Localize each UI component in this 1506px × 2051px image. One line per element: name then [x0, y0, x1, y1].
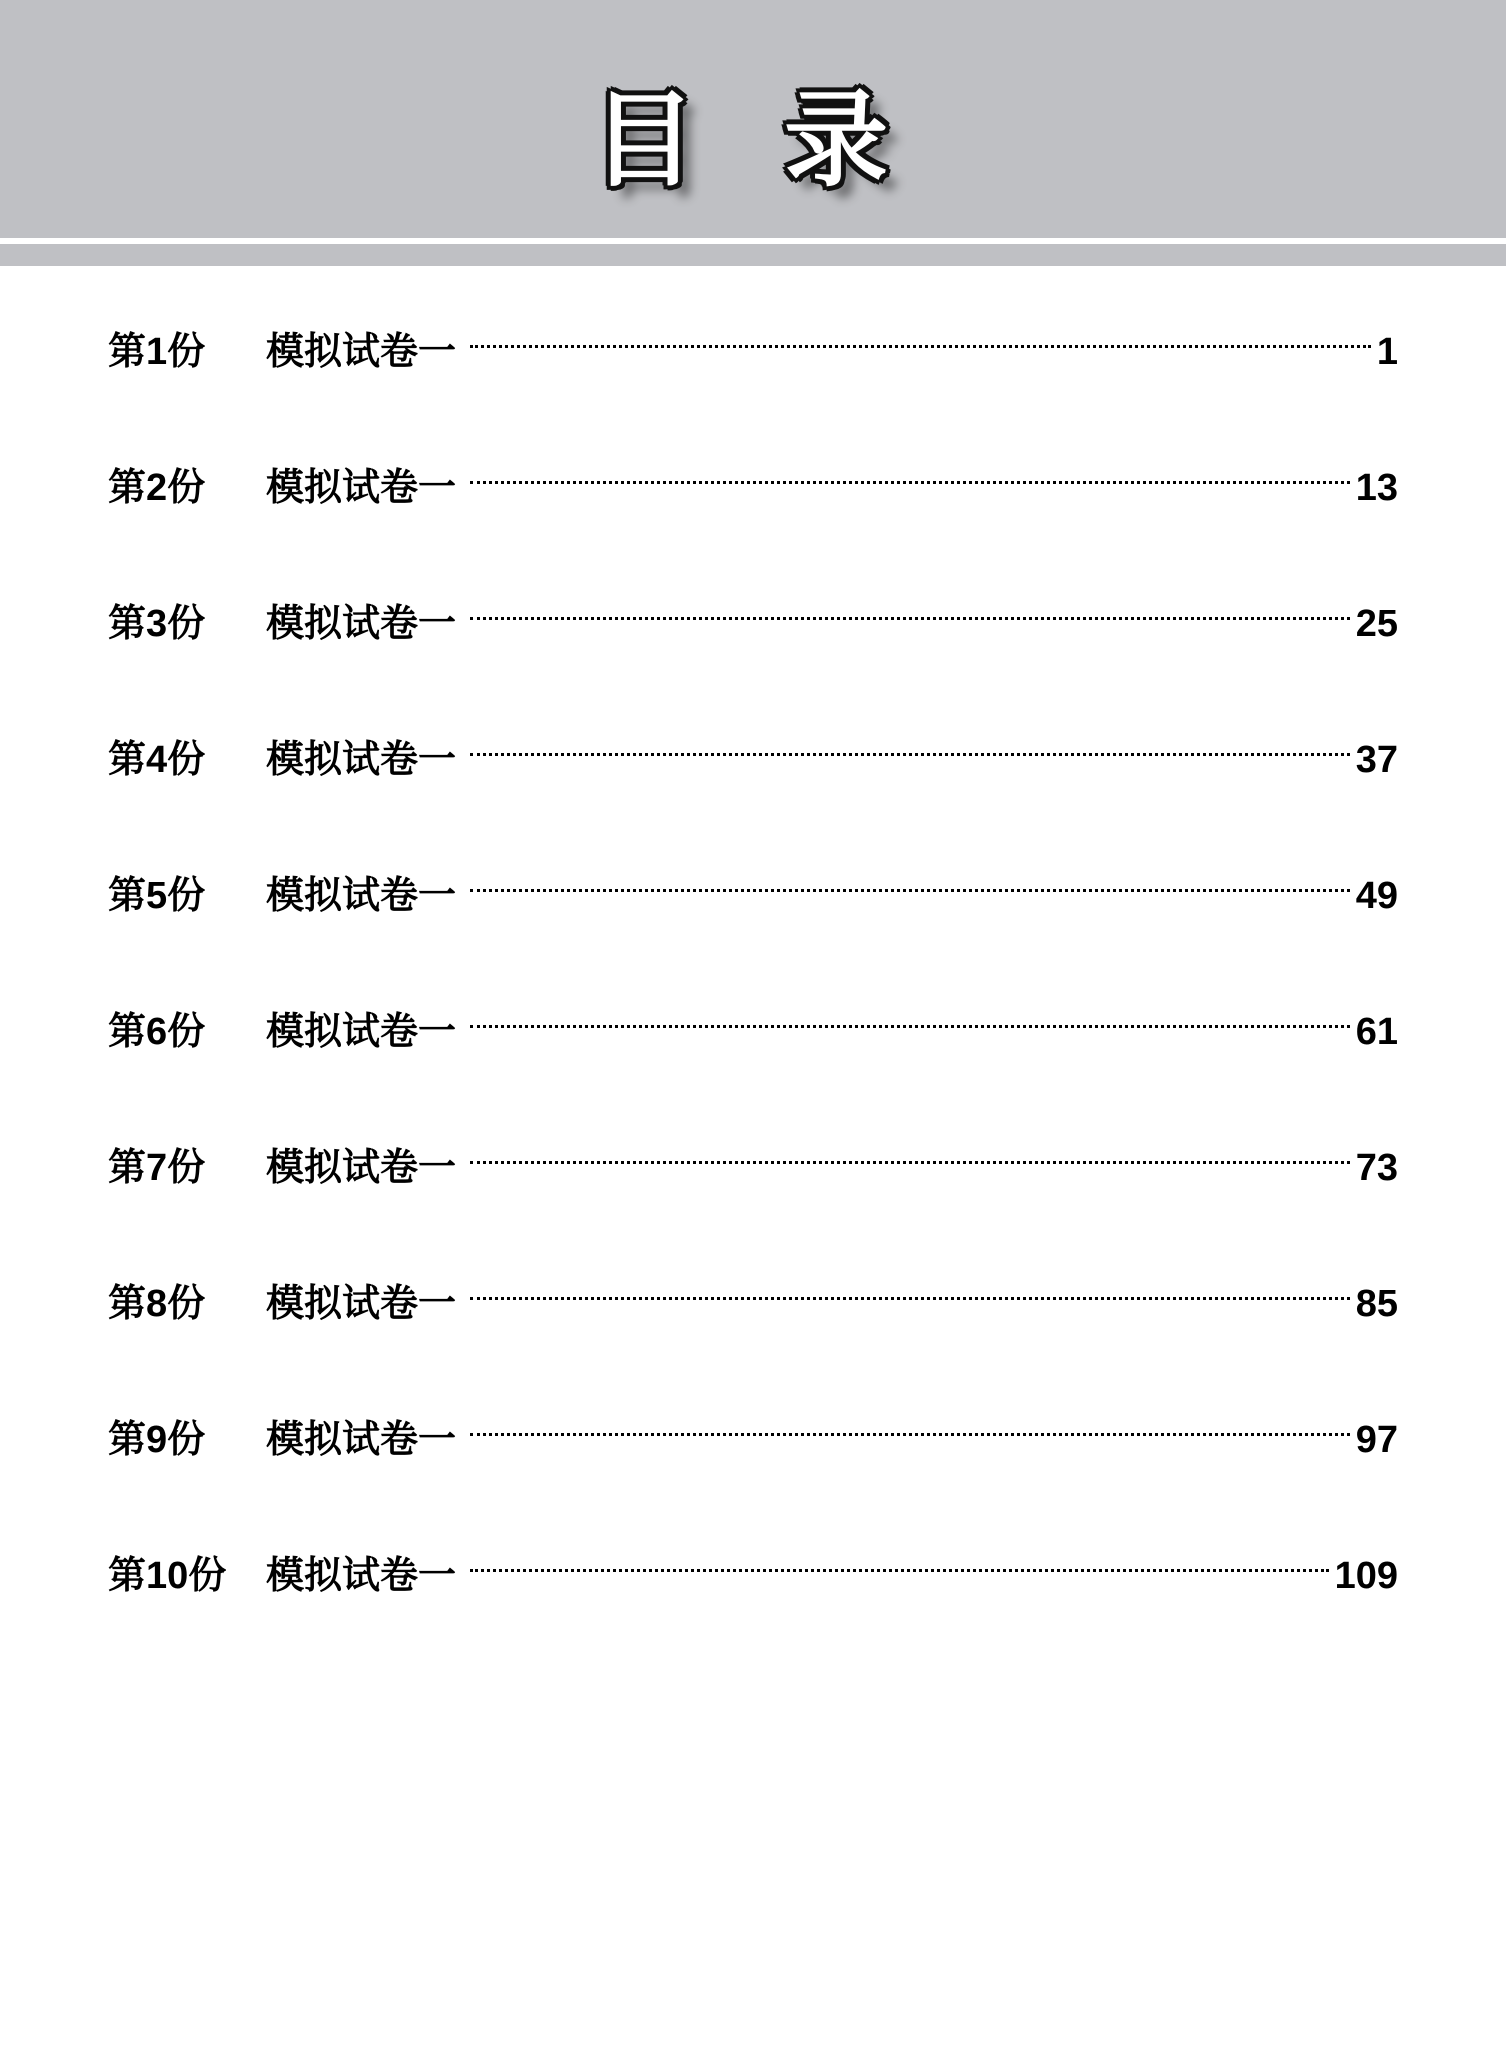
- toc-leader-dots: [470, 744, 1350, 764]
- toc-entry-part: 第9份: [108, 1419, 206, 1461]
- toc-entry-title: 模拟试卷一: [266, 467, 457, 509]
- toc-entry-title: 模拟试卷一: [266, 1419, 457, 1461]
- page-title: 目 录: [591, 78, 915, 201]
- toc-entry-part: 第4份: [108, 739, 206, 781]
- toc-entry-title: 模拟试卷一: [266, 603, 457, 645]
- toc-leader-dots: [470, 1152, 1350, 1172]
- toc-entry-part: 第5份: [108, 875, 206, 917]
- table-of-contents: [108, 320, 1398, 1680]
- toc-entry-part: 第3份: [108, 603, 206, 645]
- toc-leader-dots: [470, 472, 1350, 492]
- toc-entry-page: 109: [1334, 1555, 1398, 1597]
- toc-entry-title: 模拟试卷一: [266, 1283, 457, 1325]
- toc-entry[interactable]: [108, 456, 1398, 592]
- toc-leader-dots: [470, 1424, 1350, 1444]
- toc-leader-dots: [470, 336, 1371, 356]
- toc-leader-dots: [470, 1560, 1329, 1580]
- toc-entry-part: 第6份: [108, 1011, 206, 1053]
- toc-entry-title: 模拟试卷一: [266, 1011, 457, 1053]
- toc-entry-part: 第8份: [108, 1283, 206, 1325]
- toc-entry-part: 第2份: [108, 467, 206, 509]
- toc-entry-page: 37: [1355, 739, 1398, 781]
- toc-entry[interactable]: [108, 1408, 1398, 1544]
- toc-leader-dots: [470, 880, 1350, 900]
- toc-leader-dots: [470, 1016, 1350, 1036]
- toc-entry-title: 模拟试卷一: [266, 739, 457, 781]
- toc-entry-page: 97: [1355, 1419, 1398, 1461]
- toc-entry-title: 模拟试卷一: [266, 1555, 457, 1597]
- toc-entry-page: 25: [1355, 603, 1398, 645]
- header-band-lower: [0, 244, 1506, 266]
- toc-entry-page: 73: [1355, 1147, 1398, 1189]
- toc-entry-page: 13: [1355, 467, 1398, 509]
- toc-entry-page: 49: [1355, 875, 1398, 917]
- toc-entry-title: 模拟试卷一: [266, 1147, 457, 1189]
- toc-entry-part: 第7份: [108, 1147, 206, 1189]
- toc-entry-title: 模拟试卷一: [266, 875, 457, 917]
- toc-entry-page: 61: [1355, 1011, 1398, 1053]
- toc-entry[interactable]: [108, 1272, 1398, 1408]
- toc-entry[interactable]: [108, 728, 1398, 864]
- toc-entry-part: 第1份: [108, 331, 206, 373]
- toc-entry[interactable]: [108, 1136, 1398, 1272]
- toc-leader-dots: [470, 608, 1350, 628]
- header-band: [0, 0, 1506, 242]
- toc-entry[interactable]: [108, 1544, 1398, 1680]
- toc-entry[interactable]: [108, 592, 1398, 728]
- toc-entry-part: 第10份: [108, 1555, 227, 1597]
- toc-entry-page: 1: [1376, 331, 1398, 373]
- toc-entry-title: 模拟试卷一: [266, 331, 457, 373]
- toc-entry[interactable]: [108, 864, 1398, 1000]
- toc-leader-dots: [470, 1288, 1350, 1308]
- toc-entry[interactable]: [108, 1000, 1398, 1136]
- toc-entry[interactable]: [108, 320, 1398, 456]
- toc-entry-page: 85: [1355, 1283, 1398, 1325]
